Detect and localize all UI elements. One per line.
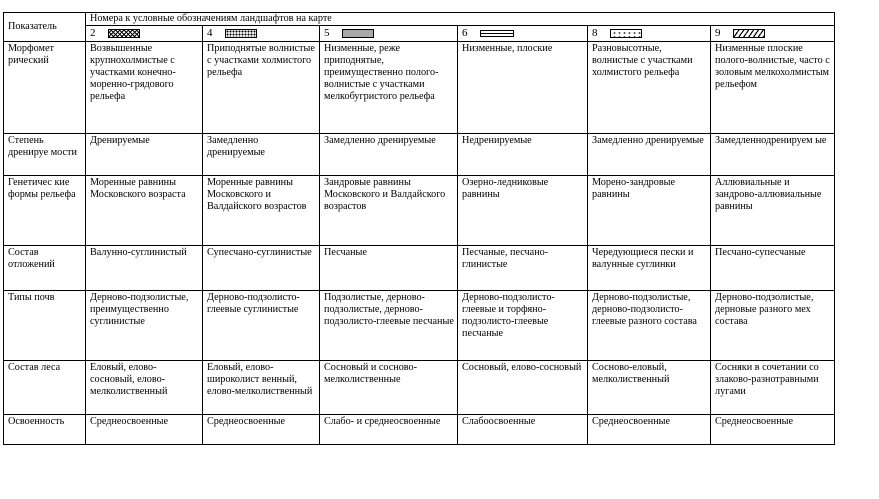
table-cell: Песчано-супесчаные — [711, 246, 835, 291]
row-label: Генетичес кие формы рельефа — [4, 176, 86, 246]
legend-pattern-icon — [108, 29, 140, 38]
legend-pattern-icon — [225, 29, 257, 38]
table-cell: Дерново-подзолисто-глеевые и торфяно-подзолисто-глеевые песчаные — [458, 291, 588, 361]
row-label: Типы почв — [4, 291, 86, 361]
landscape-number: 6 — [462, 27, 468, 39]
table-cell: Дерново-подзолисто-глеевые суглинистые — [203, 291, 320, 361]
row-label: Освоенность — [4, 415, 86, 445]
table-cell: Зандровые равнины Московского и Валдайского возрастов — [320, 176, 458, 246]
table-cell: Сосновый и сосново-мелколиственные — [320, 361, 458, 415]
table-cell: Слабоосвоенные — [458, 415, 588, 445]
table-cell: Сосняки в сочетании со злаково-разнотравными лугами — [711, 361, 835, 415]
landscape-numbers-header: Номера к условные обозначениям ландшафтов на карте — [86, 13, 835, 26]
landscape-number: 4 — [207, 27, 213, 39]
table-cell: Возвышенные крупнохолмистые с участками конечно-моренно-грядового рельефа — [86, 42, 203, 134]
table-cell: Среднеосвоенные — [711, 415, 835, 445]
table-cell: Замедленно дренируемые — [320, 134, 458, 176]
table-cell: Морено-зандровые равнины — [588, 176, 711, 246]
table-cell: Песчаные — [320, 246, 458, 291]
table-cell: Среднеосвоенные — [203, 415, 320, 445]
table-row — [4, 361, 835, 415]
table-cell: Приподнятые волнистые с участками холмистого рельефа — [203, 42, 320, 134]
legend-pattern-icon — [733, 29, 765, 38]
legend-pattern-icon — [342, 29, 374, 38]
table-row — [4, 246, 835, 291]
table-cell: Дренируемые — [86, 134, 203, 176]
table-row — [4, 291, 835, 361]
legend-pattern-icon — [610, 29, 642, 38]
corner-header: Показатель — [4, 13, 86, 42]
table-cell: Подзолистые, дерново-подзолистые, дерново-подзолисто-глеевые песчаные — [320, 291, 458, 361]
table-cell: Недренируемые — [458, 134, 588, 176]
table-cell: Низменные плоские полого-волнистые, часто с золовым мелкохолмистым рельефом — [711, 42, 835, 134]
table-cell: Замедленнодренируем ые — [711, 134, 835, 176]
table-row — [4, 415, 835, 445]
table-cell: Песчаные, песчано-глинистые — [458, 246, 588, 291]
table-cell: Моренные равнины Московского возраста — [86, 176, 203, 246]
table-cell: Среднеосвоенные — [86, 415, 203, 445]
table-cell: Еловый, елово-широколист венный, елово-мелколиственный — [203, 361, 320, 415]
table-cell: Моренные равнины Московского и Валдайского возрастов — [203, 176, 320, 246]
table-cell: Слабо- и среднеосвоенные — [320, 415, 458, 445]
landscape-table — [3, 12, 835, 445]
landscape-number: 5 — [324, 27, 330, 39]
column-header-4 — [203, 26, 320, 42]
row-label: Состав леса — [4, 361, 86, 415]
table-cell: Сосново-еловый, мелколиственный — [588, 361, 711, 415]
table-cell: Аллювиальные и зандрово-аллювиальные равнины — [711, 176, 835, 246]
landscape-number: 2 — [90, 27, 96, 39]
table-cell: Низменные, плоские — [458, 42, 588, 134]
table-cell: Низменные, реже приподнятые, преимущественно полого-волнистые с участками мелкобугристого рельефа — [320, 42, 458, 134]
table-cell: Замедленно дренируемые — [203, 134, 320, 176]
table-row — [4, 42, 835, 134]
table-cell: Валунно-суглинистый — [86, 246, 203, 291]
landscape-number: 8 — [592, 27, 598, 39]
table-cell: Разновысотные, волнистые с участками холмистого рельефа — [588, 42, 711, 134]
table-row — [4, 176, 835, 246]
table-cell: Дерново-подзолистые, дерновые разного мех состава — [711, 291, 835, 361]
row-label: Степень дренируе мости — [4, 134, 86, 176]
table-cell: Озерно-ледниковые равнины — [458, 176, 588, 246]
table-cell: Дерново-подзолистые, преимущественно суглинистые — [86, 291, 203, 361]
table-cell: Супесчано-суглинистые — [203, 246, 320, 291]
landscape-number: 9 — [715, 27, 721, 39]
row-label: Состав отложений — [4, 246, 86, 291]
table-row — [4, 134, 835, 176]
table-cell: Чередующиеся пески и валунные суглинки — [588, 246, 711, 291]
column-header-8 — [588, 26, 711, 42]
column-header-2 — [86, 26, 203, 42]
table-cell: Еловый, елово-сосновый, елово-мелколиственный — [86, 361, 203, 415]
table-cell: Замедленно дренируемые — [588, 134, 711, 176]
table-cell: Сосновый, елово-сосновый — [458, 361, 588, 415]
table-cell: Дерново-подзолистые, дерново-подзолисто-глеевые разного состава — [588, 291, 711, 361]
column-header-9 — [711, 26, 835, 42]
column-header-6 — [458, 26, 588, 42]
legend-pattern-icon — [480, 30, 514, 37]
table-cell: Среднеосвоенные — [588, 415, 711, 445]
row-label: Морфомет рический — [4, 42, 86, 134]
column-header-5 — [320, 26, 458, 42]
